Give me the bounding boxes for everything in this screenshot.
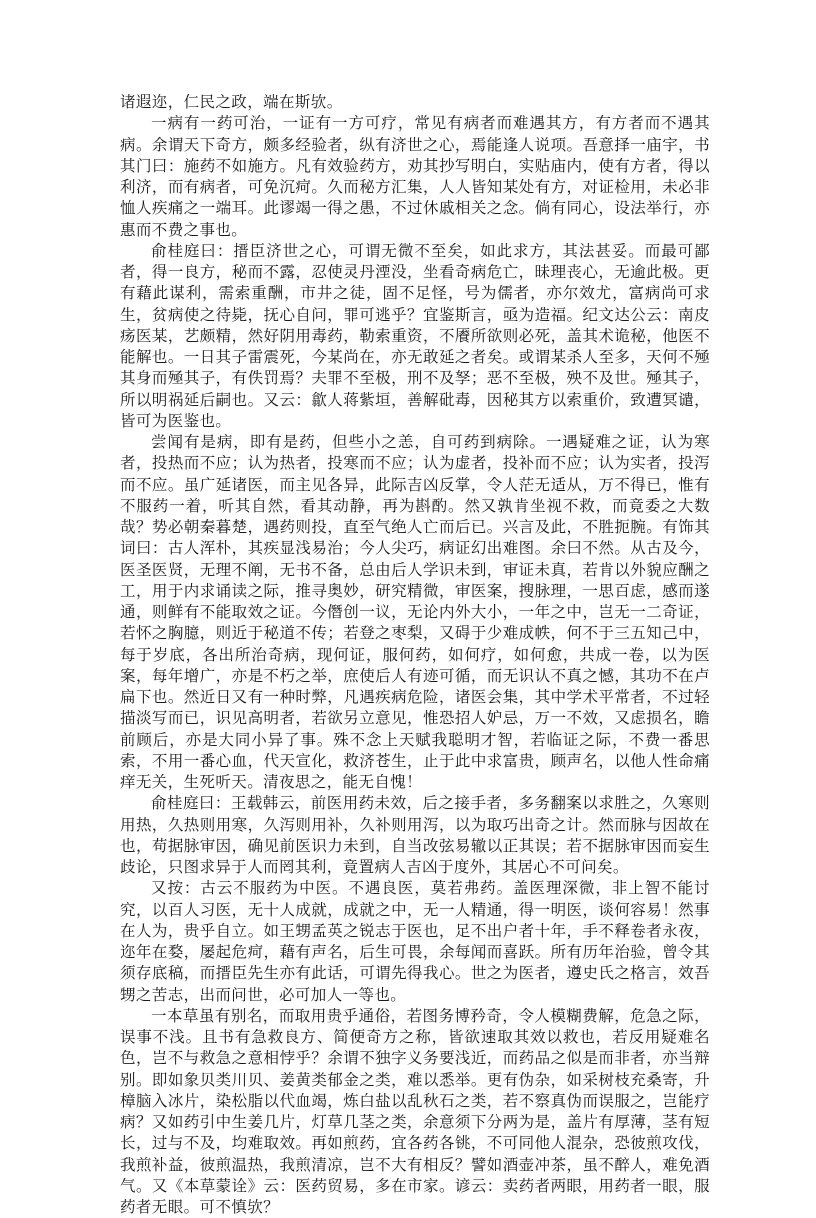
paragraph-continued-closing: 诸遐迩，仁民之政，端在斯欤。 bbox=[120, 93, 343, 111]
paragraph-yu-guiting-secret-remedies: 俞桂庭曰：搢臣济世之心，可谓无微不至矣，如此求方，其法甚妥。而最可鄙者，得一良方，秘而不露，忍使灵丹湮没，坐看奇病危亡，昧理丧心，无逾此极。更有藉此谋利，需索重酬，市井之徒，固不足怪，号为儒者，亦尔效尤，富病尚可求生，贫病使之待毙，抚心自问，罪可逃乎？宜鉴斯言，亟为造福。纪文达公云：南皮疡医某，艺颇精，然好阴用毒药，勒索重资，不餍所欲则必死，盖其术诡秘，他医不能解也。一日其子雷震死，今某尚在，亦无敢延之者矣。或谓某杀人至多，天何不殛其身而殛其子，有佚罚焉？夫罪不至极，刑不及孥；恶不至极，殃不及世。殛其子，所以明祸延后嗣也。又云：歙人蒋紫垣，善解砒毒，因秘其方以索重价，致遭冥谴，皆可为医鉴也。 bbox=[120, 241, 710, 430]
paragraph-additional-note: 又按：古云不服药为中医。不遇良医，莫若弗药。盖医理深微，非上智不能讨究，以百人习医，无十人成就，成就之中，无一人精通，得一明医，谈何容易！然事在人为，贵乎自立。如王甥孟英之锐志于医也，足不出户者十年，手不释卷者永夜，迩年在婺，屡起危疴，藉有声名，后生可畏，余每闻而喜跃。所有历年治验，曾令其须存底稿，而搢臣先生亦有此话，可谓先得我心。世之为医者，遵史氏之格言，效吾甥之苦志，出而问世，必可加人一等也。 bbox=[120, 879, 710, 1004]
paragraph-difficult-cases-medical-records: 尝闻有是病，即有是药，但些小之恙，自可药到病除。一遇疑难之证，认为寒者，投热而不应；认为热者，投寒而不应；认为虚者，投补而不应；认为实者，投泻而不应。虽广延诸医，而主见各异，此际吉凶反掌，令人茫无适从，万不得已，惟有不服药一着，听其自然，看其动静，再为斟酌。然又孰肯坐视不救，而竟委之大数哉？势必朝秦暮楚，遇药则投，直至气绝人亡而后已。兴言及此，不胜扼腕。有饰其词曰：古人浑朴，其疾显浅易治；今人尖巧，病证幻出难图。余曰不然。从古及今，医圣医贤，无理不阐，无书不备，总由后人学识未到，审证未真，若肯以外貌应酬之工，用于内求诵读之际，推寻奥妙，研究精微，审医案，搜脉理，一思百虑，感而遂通，则鲜有不能取效之证。今僭创一议，无论内外大小，一年之中，岂无一二奇证，若怀之胸臆，则近于秘道不传；若登之枣梨，又碍于少难成帙，何不于三五知己中，每于岁底，各出所治奇病，现何证，服何药，如何疗，如何愈，共成一卷，以为医案，每年增广，亦是不朽之举，庶使后人有迹可循，而无识认不真之憾，其功不在卢扁下也。然近日又有一种时弊，凡遇疾病危险，诸医会集，其中学术平常者，不过轻描淡写而已，识见高明者，若欲另立意见，惟恐招人妒忌，万一不效，又虑损名，瞻前顾后，亦是大同小异了事。殊不念上天赋我聪明才智，若临证之际，不费一番思索，不用一番心血，代天宣化，救济苍生，止于此中求富贵，顾声名，以他人性命痛痒无关，生死听天。清夜思之，能无自愧！ bbox=[120, 433, 710, 791]
paragraph-prescription-temple: 一病有一药可治，一证有一方可疗，常见有病者而难遇其方，有方者而不遇其病。余谓天下奇方，颇多经验者，纵有济世之心，焉能逢人说项。吾意择一庙宇，书其门曰：施药不如施方。凡有效验药方，劝其抄写明白，实贴庙内，使有方者，得以利济，而有病者，可免沉疴。久而秘方汇集，人人皆知某处有方，对证检用，未必非恤人疾痛之一端耳。此谬竭一得之愚，不过休戚相关之念。倘有同心，设法举行，亦惠而不费之事也。 bbox=[120, 114, 710, 239]
paragraph-herb-names: 一本草虽有别名，而取用贵乎通俗，若图务博矜奇，令人模糊费解，危急之际，误事不浅。且书有急救良方、简便奇方之称，皆欲速取其效以救也，若反用疑难名色，岂不与救急之意相悖乎？余谓不独字义务要浅近，而药品之似是而非者，亦当辩别。即如象贝类川贝、姜黄类郁金之类，难以悉举。更有伪杂，如采树枝充桑寄，升樟脑入冰片，染松脂以代血竭，炼白盐以乱秋石之类，若不察真伪而误服之，岂能疗病？又如药引中生姜几片，灯草几茎之类，余意须下分两为是，盖片有厚薄，茎有短长，过与不及，均难取效。再如煎药，宜各药各铫，不可同他人混杂，恐彼煎攻伐，我煎补益，彼煎温热，我煎清凉，岂不大有相反？譬如酒壶冲茶，虽不醉人，难免酒气。又《本草蒙诠》云：医药贸易，多在市家。谚云：卖药者两眼，用药者一眼，服药者无眼。可不慎欤？ bbox=[120, 1006, 710, 1216]
paragraph-yu-guiting-wang-zaihan: 俞桂庭曰：王载韩云，前医用药未效，后之接手者，多务翻案以求胜之，久寒则用热，久热则用寒，久泻则用补，久补则用泻，以为取巧出奇之计。然而脉与因故在也，苟据脉审因，确见前医识力未到，自当改弦易辙以正其误；若不据脉审因而妄生歧论，只图求异于人而罔其利，竟置病人吉凶于度外，其居心不可问矣。 bbox=[120, 794, 710, 876]
document-page bbox=[120, 92, 710, 1218]
